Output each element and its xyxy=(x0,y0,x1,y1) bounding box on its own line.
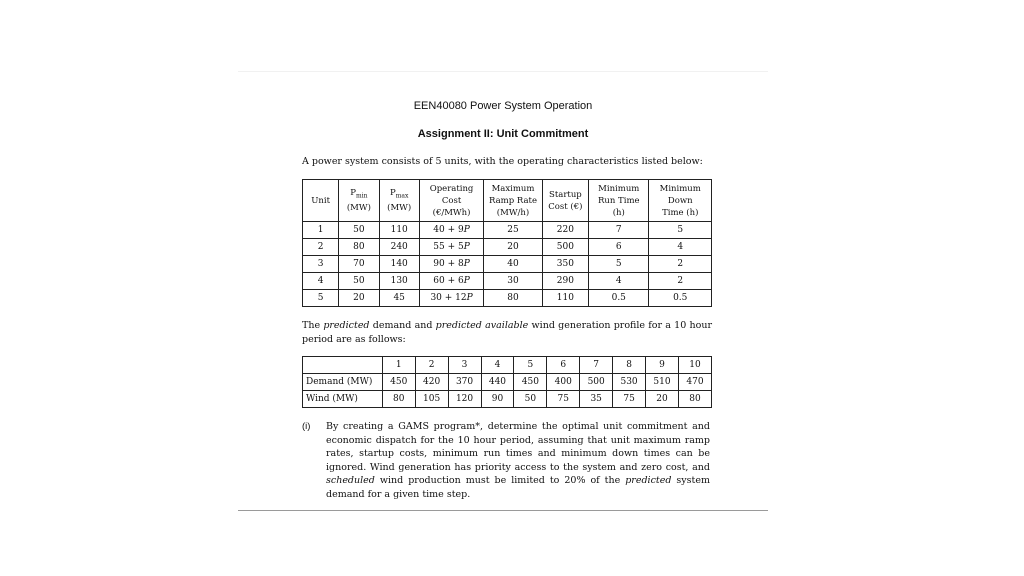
hour-cell: 5 xyxy=(514,357,547,374)
cell-unit: 3 xyxy=(303,256,339,273)
cell-pmin: 50 xyxy=(339,222,379,239)
demand-cell: 510 xyxy=(646,374,679,391)
cell-mindown: 5 xyxy=(649,222,712,239)
hour-cell: 3 xyxy=(448,357,481,374)
header-min-down-time: Minimum Down Time (h) xyxy=(649,180,712,222)
question-number: (i) xyxy=(302,421,311,432)
cell-startup: 220 xyxy=(542,222,588,239)
cell-minrun: 4 xyxy=(589,273,649,290)
cell-minrun: 0.5 xyxy=(589,290,649,307)
demand-cell: 370 xyxy=(448,374,481,391)
assignment-title: Assignment II: Unit Commitment xyxy=(417,128,589,140)
wind-cell: 75 xyxy=(613,391,646,408)
cell-minrun: 6 xyxy=(589,239,649,256)
cell-pmax: 140 xyxy=(379,256,419,273)
demand-cell: 500 xyxy=(580,374,613,391)
demand-wind-table xyxy=(302,356,712,408)
cell-startup: 500 xyxy=(542,239,588,256)
question-text: By creating a GAMS program*, determine the optimal unit commitment and economic dispatch for the 10 hour period, assuming that unit maximum ramp rates, startup costs, minimum run times and minimum down times can be ignored. Wind generation has priority access to the system and zero cost, and scheduled wind production must be limited to 20% of the predicted system demand for a given time step. xyxy=(326,421,710,500)
wind-cell: 80 xyxy=(678,391,711,408)
demand-cell: 400 xyxy=(547,374,580,391)
cell-startup: 350 xyxy=(542,256,588,273)
cell-cost: 55 + 5P xyxy=(419,239,483,256)
demand-cell: 440 xyxy=(481,374,514,391)
hour-cell: 8 xyxy=(613,357,646,374)
cell-ramp: 20 xyxy=(484,239,542,256)
cell-cost: 90 + 8P xyxy=(419,256,483,273)
profile-paragraph: The predicted demand and predicted available wind generation profile for a 10 hour period are as follows: xyxy=(302,320,712,345)
table-row xyxy=(303,239,712,256)
hour-cell: 1 xyxy=(382,357,415,374)
cell-unit: 4 xyxy=(303,273,339,290)
table-row xyxy=(303,222,712,239)
cell-cost: 60 + 6P xyxy=(419,273,483,290)
cell-cost: 40 + 9P xyxy=(419,222,483,239)
wind-cell: 20 xyxy=(646,391,679,408)
cell-pmin: 50 xyxy=(339,273,379,290)
cell-pmax: 240 xyxy=(379,239,419,256)
wind-label: Wind (MW) xyxy=(303,391,383,408)
demand-cell: 450 xyxy=(382,374,415,391)
hour-cell: 7 xyxy=(580,357,613,374)
header-pmin: $P_{min}$ (MW) xyxy=(339,180,379,222)
header-ramp-rate: Maximum Ramp Rate (MW/h) xyxy=(484,180,542,222)
cell-unit: 1 xyxy=(303,222,339,239)
cell-ramp: 25 xyxy=(484,222,542,239)
document-page xyxy=(238,71,768,511)
wind-cell: 120 xyxy=(448,391,481,408)
cell-pmax: 110 xyxy=(379,222,419,239)
demand-cell: 420 xyxy=(415,374,448,391)
hour-cell: 10 xyxy=(678,357,711,374)
header-unit: Unit xyxy=(303,180,339,222)
cell-mindown: 2 xyxy=(649,273,712,290)
wind-row xyxy=(303,391,712,408)
cell-startup: 290 xyxy=(542,273,588,290)
wind-cell: 50 xyxy=(514,391,547,408)
cell-ramp: 30 xyxy=(484,273,542,290)
cell-minrun: 5 xyxy=(589,256,649,273)
cell-pmax: 45 xyxy=(379,290,419,307)
header-operating-cost: Operating Cost (€/MWh) xyxy=(419,180,483,222)
hours-row xyxy=(303,357,712,374)
demand-row xyxy=(303,374,712,391)
cell-startup: 110 xyxy=(542,290,588,307)
units-table xyxy=(302,179,712,307)
cell-mindown: 4 xyxy=(649,239,712,256)
cell-ramp: 80 xyxy=(484,290,542,307)
cell-ramp: 40 xyxy=(484,256,542,273)
wind-cell: 35 xyxy=(580,391,613,408)
demand-label: Demand (MW) xyxy=(303,374,383,391)
header-startup-cost: Startup Cost (€) xyxy=(542,180,588,222)
hour-cell: 4 xyxy=(481,357,514,374)
hour-cell: 9 xyxy=(646,357,679,374)
course-title: EEN40080 Power System Operation xyxy=(413,100,593,112)
demand-cell: 530 xyxy=(613,374,646,391)
cell-mindown: 0.5 xyxy=(649,290,712,307)
cell-minrun: 7 xyxy=(589,222,649,239)
wind-cell: 105 xyxy=(415,391,448,408)
cell-unit: 2 xyxy=(303,239,339,256)
cell-pmin: 80 xyxy=(339,239,379,256)
wind-cell: 90 xyxy=(481,391,514,408)
corner-cell xyxy=(303,357,383,374)
cell-unit: 5 xyxy=(303,290,339,307)
wind-cell: 80 xyxy=(382,391,415,408)
header-min-run-time: Minimum Run Time (h) xyxy=(589,180,649,222)
header-pmax: $P_{max}$ (MW) xyxy=(379,180,419,222)
cell-pmax: 130 xyxy=(379,273,419,290)
demand-cell: 450 xyxy=(514,374,547,391)
units-table-header-row xyxy=(303,180,712,222)
hour-cell: 6 xyxy=(547,357,580,374)
cell-pmin: 20 xyxy=(339,290,379,307)
cell-pmin: 70 xyxy=(339,256,379,273)
hour-cell: 2 xyxy=(415,357,448,374)
cell-mindown: 2 xyxy=(649,256,712,273)
cell-cost: 30 + 12P xyxy=(419,290,483,307)
demand-cell: 470 xyxy=(678,374,711,391)
table-row xyxy=(303,290,712,307)
wind-cell: 75 xyxy=(547,391,580,408)
table-row xyxy=(303,256,712,273)
table-row xyxy=(303,273,712,290)
intro-paragraph: A power system consists of 5 units, with the operating characteristics listed below: xyxy=(302,156,703,167)
